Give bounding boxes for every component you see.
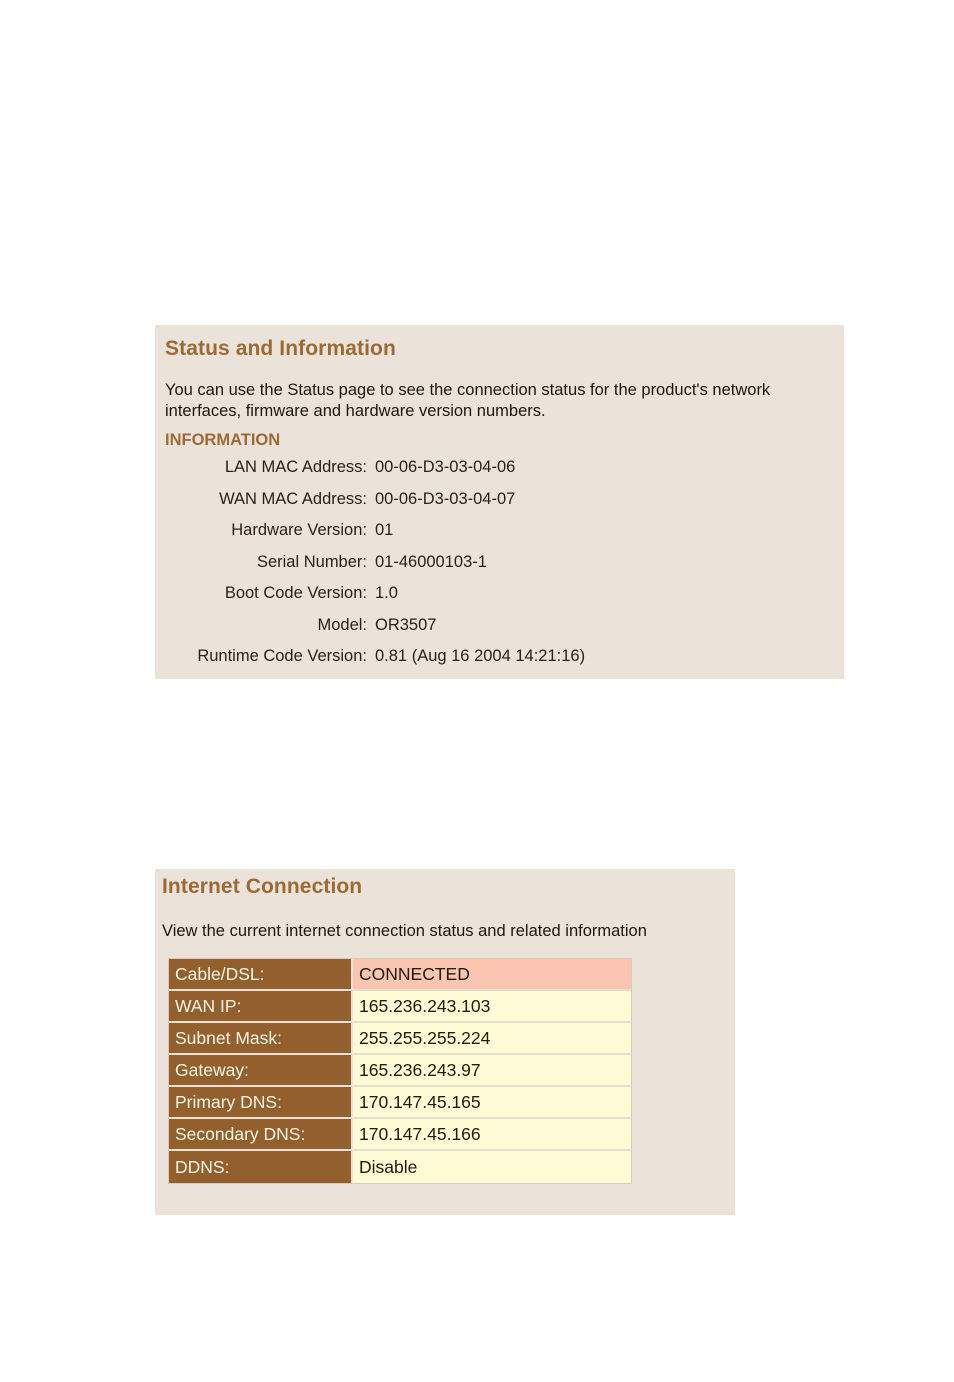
info-label: LAN MAC Address: [224,458,367,477]
information-list [165,452,834,673]
connection-value: Disable [353,1151,631,1183]
table-row [169,1055,631,1087]
internet-panel-description: View the current internet connection status and related information [162,922,647,940]
connection-label: Cable/DSL: [169,959,353,991]
internet-connection-panel [155,869,735,1215]
info-row-boot-code-version [165,578,834,610]
table-row [169,1151,631,1183]
connection-label: Subnet Mask: [169,1023,353,1055]
info-value: 00-06-D3-03-04-07 [375,489,516,508]
info-row-serial-number [165,547,834,579]
connection-value: 255.255.255.224 [353,1023,631,1055]
connection-value: 165.236.243.103 [353,991,631,1023]
table-row [169,991,631,1023]
connection-status-value: CONNECTED [353,959,631,991]
info-row-wan-mac [165,484,834,516]
info-value: OR3507 [375,615,437,634]
info-label: Boot Code Version: [224,584,367,603]
info-label: Model: [317,615,367,634]
connection-label: Gateway: [169,1055,353,1087]
info-value: 0.81 (Aug 16 2004 14:21:16) [375,647,586,666]
info-row-hardware-version [165,515,834,547]
status-panel-title: Status and Information [165,337,396,360]
info-row-runtime-code-version [165,641,834,673]
status-information-panel [155,325,844,679]
internet-panel-title: Internet Connection [162,875,363,898]
table-row [169,1087,631,1119]
connection-label: Secondary DNS: [169,1119,353,1151]
connection-value: 170.147.45.166 [353,1119,631,1151]
connection-label: Primary DNS: [169,1087,353,1119]
info-value: 01 [375,521,394,540]
info-label: Runtime Code Version: [197,647,367,666]
connection-label: DDNS: [169,1151,353,1183]
table-row [169,1023,631,1055]
connection-table [168,958,632,1184]
info-value: 01-46000103-1 [375,552,487,571]
information-heading: INFORMATION [165,431,281,449]
table-row [169,959,631,991]
connection-value: 170.147.45.165 [353,1087,631,1119]
connection-label: WAN IP: [169,991,353,1023]
info-value: 1.0 [375,584,398,603]
info-row-lan-mac [165,452,834,484]
info-row-model [165,610,834,642]
connection-value: 165.236.243.97 [353,1055,631,1087]
status-panel-description: You can use the Status page to see the connection status for the product's network interfaces, firmware and hardware version numbers. [165,381,771,420]
info-value: 00-06-D3-03-04-06 [375,458,516,477]
info-label: Serial Number: [256,552,367,571]
table-row [169,1119,631,1151]
info-label: WAN MAC Address: [219,489,367,508]
info-label: Hardware Version: [231,521,367,540]
